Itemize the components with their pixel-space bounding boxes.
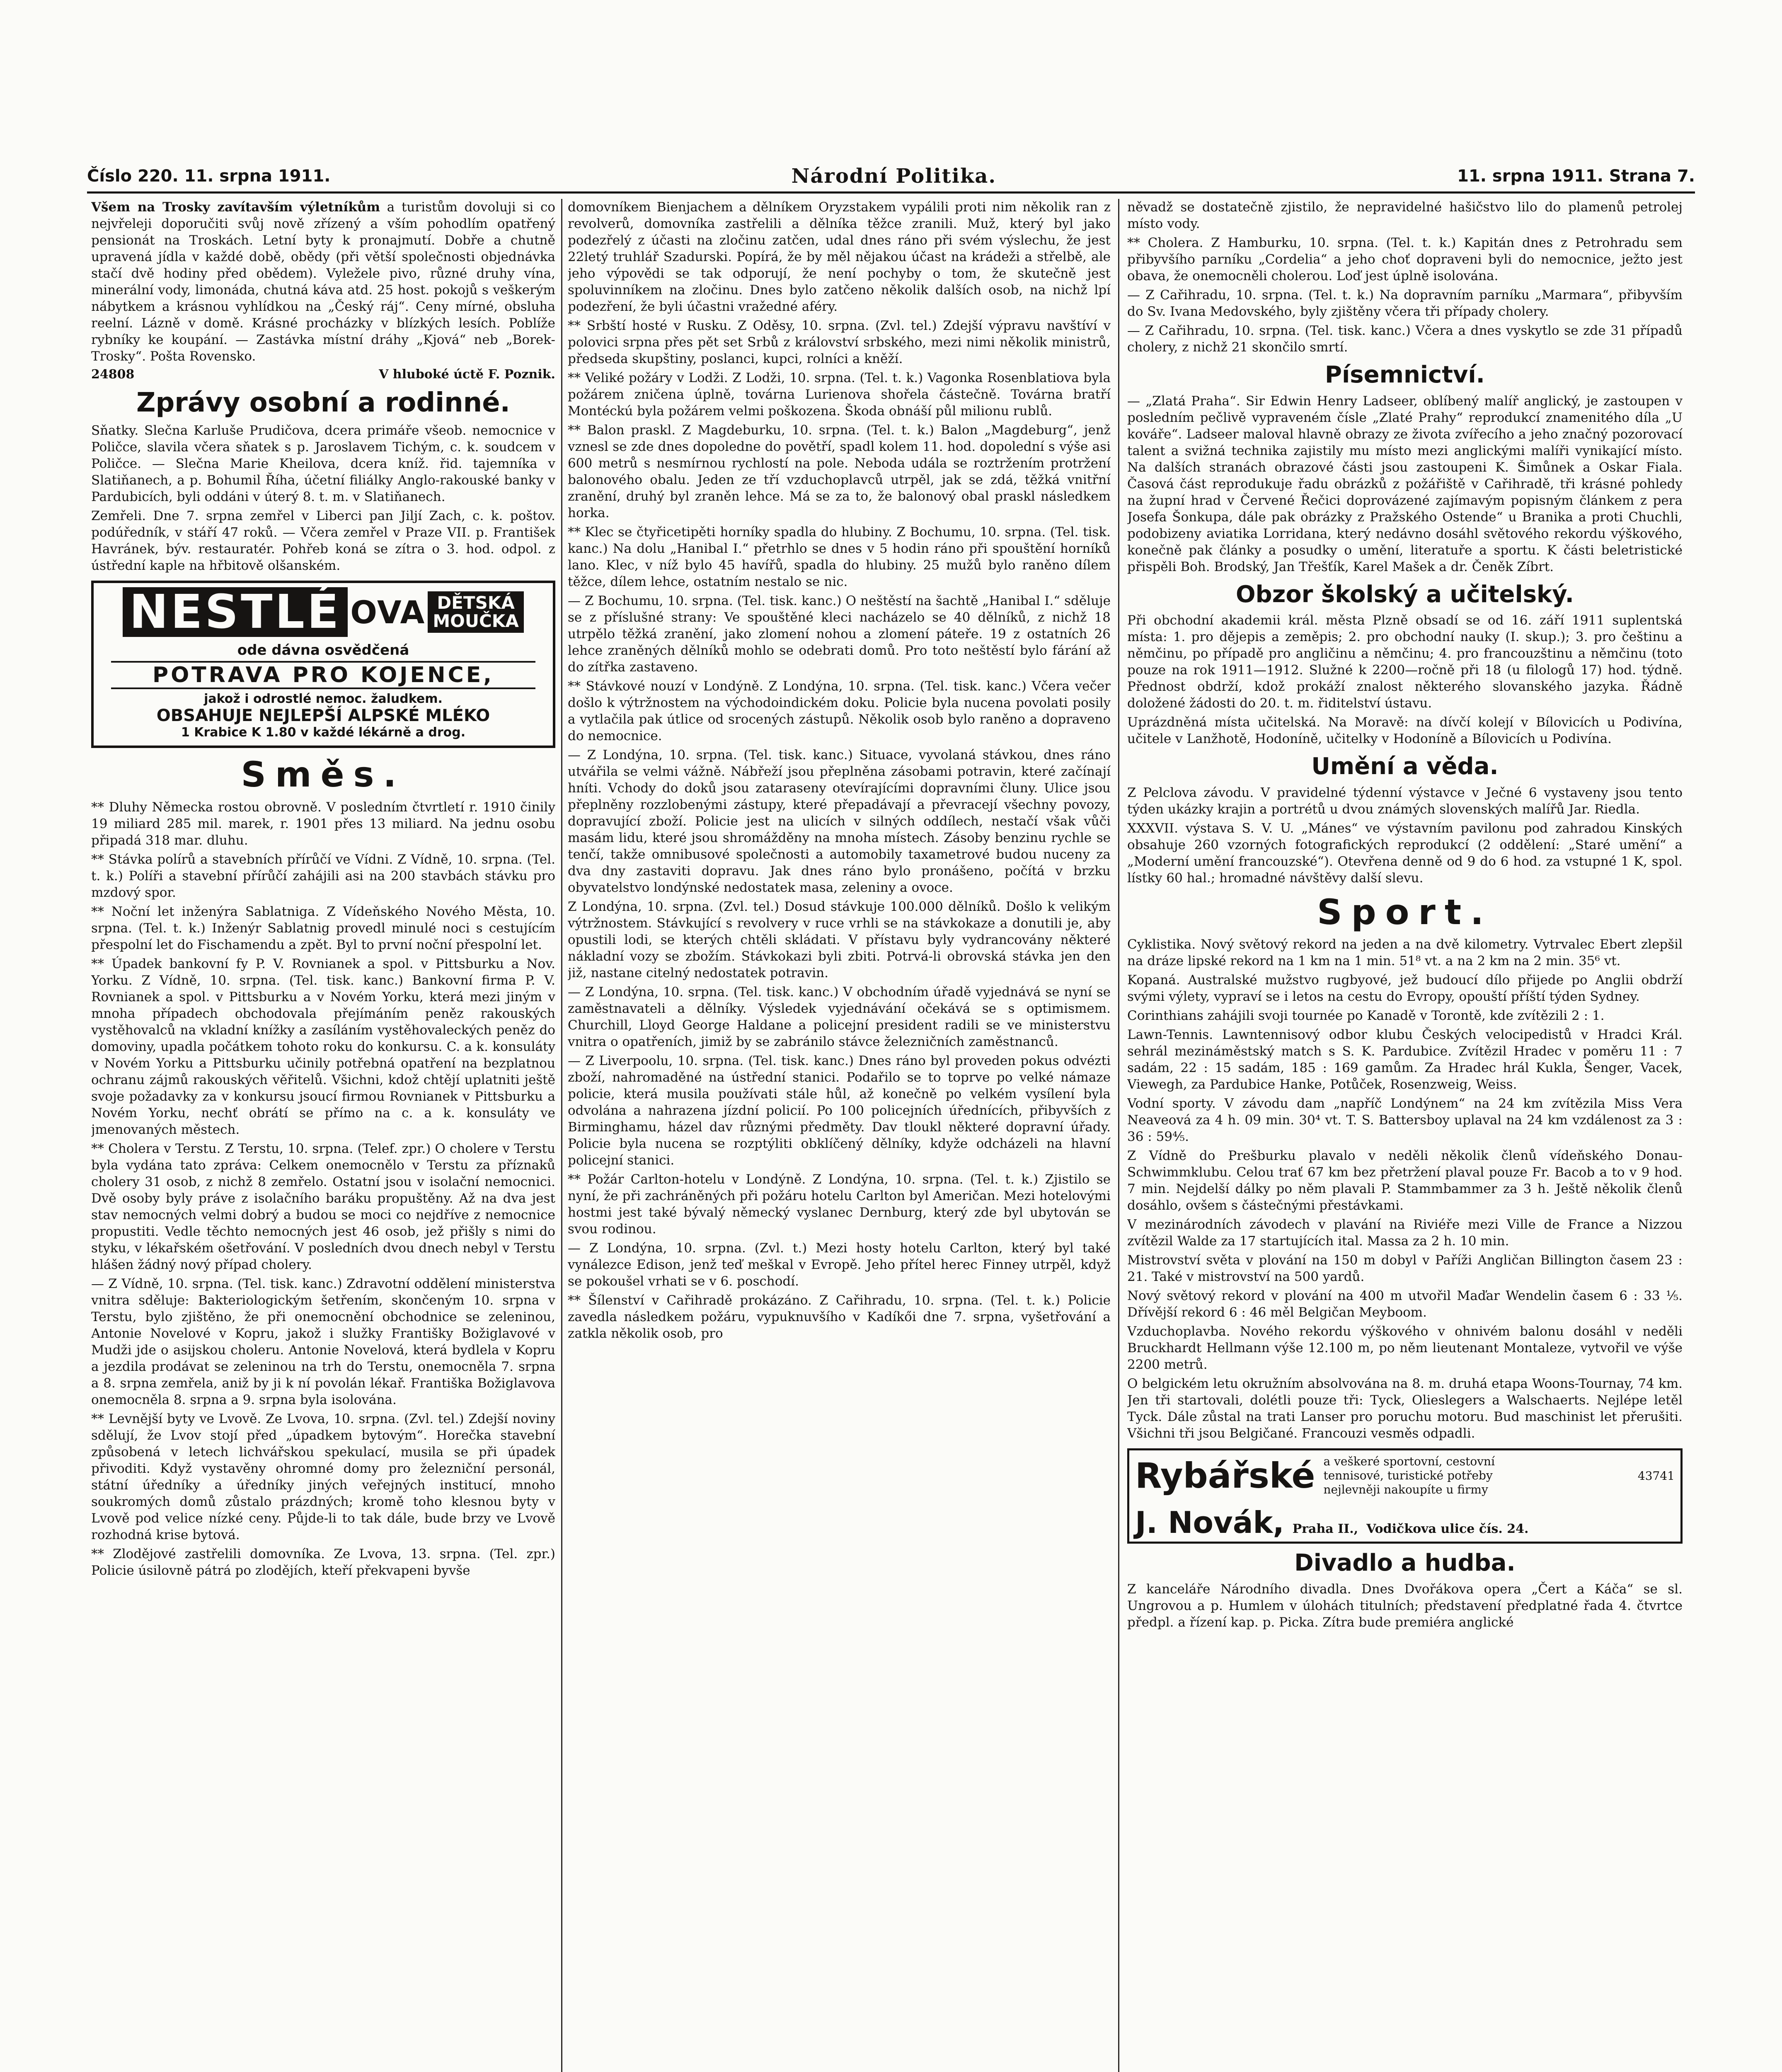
- nestle-ova: OVA: [350, 593, 426, 631]
- article-paragraph: V mezinárodních závodech v plavání na Riviéře mezi Ville de France a Nizzou zvítězil Walde za 17 startujících ital. Massa za 2 h. 10 min.: [1127, 1217, 1683, 1249]
- article-paragraph: Corinthians zahájili svoji tournée po Kanadě v Torontě, kde zvítězili 2 : 1.: [1127, 1008, 1605, 1024]
- article-paragraph: ** Požár Carlton-hotelu v Londýně. Z Londýna, 10. srpna. (Tel. t. k.) Zjistilo se nyní, že při zachráněných při požáru hotelu Carlton byl Američan. Mezi hotelovými hostmi jest také bývalý německý vyslanec Dernburg, který zde byl ubytován se svou rodinou.: [568, 1172, 1111, 1237]
- article-paragraph: ** Šílenství v Cařihradě prokázáno. Z Cařihradu, 10. srpna. (Tel. t. k.) Policie zavedla následkem požáru, vypuknuvšího v Kadíkői dne 7. srpna, vyšetřování a zatkla několik osob, pro: [568, 1293, 1111, 1341]
- article-paragraph: Z Pelclova závodu. V pravidelné týdenní výstavce v Ječné 6 vystaveny jsou tento týden ukázky krajin a portrétů u dvou známých slovenských malířů Jar. Riedla.: [1127, 785, 1683, 817]
- rybarske-line: a veškeré sportovní, cestovní: [1323, 1455, 1495, 1469]
- rybarske-address: Vodičkova ulice čís. 24.: [1366, 1522, 1529, 1537]
- article-paragraph: Vzduchoplavba. Nového rekordu výškového v ohnivém balonu dosáhl v neděli Bruckhardt Hellmann výše 12.100 m, po něm lieutenant Montaleze, vytvořil ve výše 2200 metrů.: [1127, 1324, 1683, 1372]
- paper-name: Národní Politika.: [791, 165, 997, 188]
- nestle-brand: NESTLÉ: [123, 587, 348, 637]
- section-heading-zpravy: Zprávy osobní a rodinné.: [136, 387, 510, 418]
- nestle-product-box: [428, 591, 523, 633]
- article-paragraph: Z Vídně do Prešburku plavalo v neděli několik členů vídeňského Donau-Schwimmklubu. Celou trať 67 km bez přetržení plaval pouze Fr. Bacob a to v 9 hod. 7 min. Nejdelší dálky po něm plavali P. Stammbammer za 3 h. Ještě několik členů dosáhlo, ovšem s částečnými přestávkami.: [1127, 1148, 1683, 1213]
- article-paragraph: — Z Cařihradu, 10. srpna. (Tel. tisk. kanc.) Včera a dnes vyskytlo se zde 31 případů cholery, z nichž 21 skončilo smrtí.: [1127, 323, 1683, 355]
- nestle-line: OBSAHUJE NEJLEPŠÍ ALPSKÉ MLÉKO: [156, 706, 490, 726]
- article-paragraph: Lawn-Tennis. Lawntennisový odbor klubu Českých velocipedistů v Hradci Král. sehrál mezináměstský match s S. K. Pardubice. Zvítězil Hradec v poměru 11 : 7 sadám, 22 : 15 sadám, 185 : 169 gamům. Za Hradec hrál Kukla, Šenger, Vacek, Viewegh, za Pardubice Hanke, Potůček, Rosenzweig, Weiss.: [1127, 1027, 1683, 1092]
- article-paragraph: — Z Liverpoolu, 10. srpna. (Tel. tisk. kanc.) Dnes ráno byl proveden pokus odvézti zboží, nahromaděné na ústřední stanici. Podařilo se to toprve po velké námaze policie, která musila používati stále hůl, až konečně po velkém vysílení byla odvolána a nahrazena jízdní policií. Po 100 policejních úřednících, přibyvších z Birminghamu, házel dav různými předměty. Dav tloukl některé dopravní úřady. Policie byla nucena se rozptýliti obklíčený dělníky, kdyže odcházeli na hlavní policejní stanici.: [568, 1053, 1111, 1168]
- nestle-line: jakož i odrostlé nemoc. žaludkem.: [204, 692, 443, 707]
- rybarske-line: nejlevněji nakoupíte u firmy: [1323, 1483, 1488, 1497]
- rybarske-line: tennisové, turistické potřeby: [1323, 1469, 1493, 1483]
- masthead: [87, 161, 1695, 194]
- trosky-lead: Všem na Trosky zavítavším výletníkům: [91, 200, 380, 215]
- article-paragraph: Mistrovství světa v plování na 150 m dobyl v Paříži Angličan Billington časem 23 : 21. Také v mistrovství na 500 yardů.: [1127, 1253, 1683, 1285]
- column-1: [91, 199, 555, 2072]
- nestle-logo: [99, 587, 548, 637]
- trosky-number: 24808: [91, 367, 135, 382]
- section-heading-smes: Směs.: [241, 754, 406, 795]
- trosky-notice: [91, 199, 555, 365]
- section-heading-pisemnictvi: Písemnictví.: [1325, 361, 1485, 388]
- article-paragraph: Zemřeli. Dne 7. srpna zemřel v Liberci pan Jiljí Zach, c. k. poštov. podúředník, v stáří 47 roků. — Včera zemřel v Praze VII. p. František Havránek, býv. restauratér. Pohřeb koná se zítra o 3. hod. odpol. z ústřední kaple na hřbitově olšanském.: [91, 508, 555, 574]
- column-rule: [1118, 199, 1119, 2072]
- rybarske-city: Praha II.,: [1292, 1522, 1358, 1537]
- section-heading-sport: Sport.: [1317, 891, 1493, 932]
- section-heading-divadlo: Divadlo a hudba.: [1294, 1549, 1516, 1577]
- section-heading-umeni: Umění a věda.: [1311, 753, 1499, 780]
- article-paragraph: ** Stávka polírů a stavebních přírůčí ve Vídni. Z Vídně, 10. srpna. (Tel. t. k.) Políři a stavební přírůčí zahájili asi na 200 stavbách stávku pro mzdový spor.: [91, 852, 555, 900]
- nestle-advertisement: [91, 581, 555, 748]
- article-paragraph: Při obchodní akademii král. města Plzně obsadí se od 16. září 1911 suplentská místa: 1. pro dějepis a zeměpis; 2. pro obchodní nauky (I. skup.); 3. pro češtinu a němčinu, po případě pro angličinu a němčinu; 4. pro francouzštinu a němčinu (toto pouze na rok 1911—1912. Služné k 2200—ročně při 18 (u filologů 17) hod. týdně. Přednost obdrží, kdož prokáží znalost některého slovanského jazyka. Řádně doložené žádosti do 20. t. m. řiditelství ústavu.: [1127, 613, 1683, 711]
- article-paragraph: ** Stávkové nouzí v Londýně. Z Londýna, 10. srpna. (Tel. tisk. kanc.) Včera večer došlo k výtržnostem na východoindickém doku. Policie byla nucena povolati posily a vytlačila pak útlice od srocených zástupů. Několik osob bylo raněno a dopraveno do nemocnice.: [568, 679, 1111, 743]
- rybarske-bottom: [1135, 1505, 1675, 1540]
- article-paragraph: — Z Londýna, 10. srpna. (Tel. tisk. kanc.) Situace, vyvolaná stávkou, dnes ráno utvářila se velmi vážně. Nábřeží jsou přeplněna zásobami potravin, které začínají hníti. Vchody do doků jsou zataraseny otevírajícími dopravními čluny. Ulice jsou přeplněny rozzlobenými zástupy, které přepadávají a převracejí všechny povozy, dopravující zboží. Policie jest na ulicích v silných oddílech, nestačí však vůči masám lidu, které jsou shromážděny na mnoha místech. Zásoby benzinu rychle se tenčí, takže omnibusové společnosti a automobily taxametrové budou nuceny za dva dny zastaviti dopravu. Jak dnes ráno bylo pronášeno, počítá v brzku obyvatelstvo londýnské nedostatek masa, zeleniny a ovoce.: [568, 748, 1111, 895]
- article-paragraph: ** Balon praskl. Z Magdeburku, 10. srpna. (Tel. t. k.) Balon „Magdeburg“, jenž vznesl se zde dnes dopoledne do povětří, spadl kolem 11. hod. dopolední s výše asi 600 metrů s nesmírnou rychlostí na pole. Neboda udála se roztržením protržení balonového obalu. Jeden ze tří vzduchoplavců utrpěl, jak se zdá, těžká vnitřní zranění, druhý byl zraněn lehce. Má se za to, že balonový obal praskl následkem horka.: [568, 423, 1111, 520]
- column-rule: [561, 199, 562, 2072]
- nestle-line: POTRAVA PRO KOJENCE,: [111, 661, 535, 689]
- issue-number: Číslo 220. 11. srpna 1911.: [87, 167, 331, 186]
- article-paragraph: domovníkem Bienjachem a dělníkem Oryzstakem vypálili proti nim několik ran z revolverů, domovníka zastřelili a dělníka těžce zranili. Muž, který byl jako podezřelý z účasti na zločinu zatčen, udal dnes ráno při svém výslechu, že jest 22letý truhlář Szadurski. Popírá, že by měl nějakou účast na krádeži a střelbě, ale jeho výpovědi se tak odporují, že není pochyby o tom, že skutečně jest spoluvinníkem na zločinu. Dnes bylo zatčeno několik dalších osob, na nichž lpí podezření, že byli účastni vražedné aféry.: [568, 200, 1111, 314]
- article-paragraph: — Z Londýna, 10. srpna. (Tel. tisk. kanc.) V obchodním úřadě vyjednává se nyní se zaměstnavateli a dělníky. Výsledek vyjednávání očekává se s optimismem. Churchill, Lloyd George Haldane a policejní president radili se ve ministerstvu vnitra o opatřeních, jimiž by se zabránilo stávce železničních zaměstnanců.: [568, 985, 1111, 1049]
- article-paragraph: ** Zlodějové zastřelili domovníka. Ze Lvova, 13. srpna. (Tel. zpr.) Policie úsilovně pátrá po zlodějích, kteří překvapeni byvše: [91, 1546, 555, 1578]
- article-paragraph: XXXVII. výstava S. V. U. „Mánes“ ve výstavním pavilonu pod zahradou Kinských obsahuje 260 vzorných fotografických reprodukcí (2 oddělení: „Staré umění“ a „Moderní umění francouzské“). Otevřena denně od 9 do 6 hod. za vstupné 1 K, spol. lístky 60 hal.; hromadné návštěvy další slevu.: [1127, 821, 1683, 886]
- article-paragraph: ** Dluhy Německa rostou obrovně. V posledním čtvrtletí r. 1910 činily 19 miliard 285 mil. marek, r. 1901 přes 13 miliard. Na jednu osobu připadá 318 mar. dluhu.: [91, 799, 555, 848]
- article-paragraph: — Z Bochumu, 10. srpna. (Tel. tisk. kanc.) O neštěstí na šachtě „Hanibal I.“ sděluje se z příslušné strany: Ve spouštěné kleci nacházelo se 40 dělníků, z nichž 18 utrpělo těžká zranění, jako zlomení nohou a zlomení páteře. 19 z ostatních 26 lehce zraněných dělníků mohlo se odebrati domů. Pro toto neštěstí bylo fárání až do zítřka zastaveno.: [568, 593, 1111, 675]
- article-paragraph: ** Klec se čtyřicetipěti horníky spadla do hlubiny. Z Bochumu, 10. srpna. (Tel. tisk. kanc.) Na dolu „Hanibal I.“ přetrhlo se dnes v 5 hodin ráno při spouštění horníků lano. Klec, v níž bylo 45 havířů, spadla do hlubiny. 25 mužů bylo raněno dílem těžce, dílem lehce, ostatním nestalo se nic.: [568, 525, 1111, 589]
- trosky-sign: V hluboké úctě F. Poznik.: [379, 367, 555, 382]
- article-paragraph: Z kanceláře Národního divadla. Dnes Dvořákova opera „Čert a Káča“ se sl. Ungrovou a p. Humlem v úlohách titulních; představení předplatné řada 4. čtvrtce předpl. a řízení kap. p. Picka. Zítra bude premiéra anglické: [1127, 1581, 1683, 1630]
- article-paragraph: ** Srbští hosté v Rusku. Z Oděsy, 10. srpna. (Zvl. tel.) Zdejší výpravu navštíví v polovici srpna přes pět set Srbů z království srbského, mezi nimi několik ministrů, předseda skupštiny, poslanci, kupci, rolníci a kněží.: [568, 318, 1111, 366]
- article-paragraph: ** Úpadek bankovní fy P. V. Rovnianek a spol. v Pittsburku a Nov. Yorku. Z Vídně, 10. srpna. (Tel. tisk. kanc.) Bankovní firma P. V. Rovnianek a spol. v Pittsburku a v Novém Yorku, která mezi jiným v mnoha případech obchodovala přejímáním peněz rakouských vystěhovalců na vkladní knížky a zasíláním vystěhovaleckých peněz do domoviny, upadla počátkem tohoto roku do konkursu. C. a k. konsuláty v Novém Yorku a Pittsburku učinily potřebná opatření na bezplatnou ochranu zájmů rakouských věřitelů. Všichni, kdož chtějí uplatniti ještě svoje požadavky za v konkursu jsoucí firmou Rovnianek v Pittsburku a Novém Yorku, nechť obrátí se přímo na c. a k. konsuláty ve jmenovaných městech.: [91, 956, 555, 1137]
- article-paragraph: něvadž se dostatečně zjistilo, že nepravidelné hašičstvo lilo do plamenů petrolej místo vody.: [1127, 200, 1683, 231]
- rybarske-advertisement: [1127, 1448, 1683, 1544]
- column-2: [568, 199, 1111, 2072]
- column-3: [1127, 199, 1683, 2072]
- article-paragraph: ** Cholera v Terstu. Z Terstu, 10. srpna. (Telef. zpr.) O cholere v Terstu byla vydána tato zpráva: Celkem onemocnělo v Terstu za příznaků cholery 31 osob, z nichž 8 zemřelo. Ostatní jsou v isolační nemocnici. Dvě osoby byly práve z isolačního baráku propuštěny. Až na dva jest stav nemocných velmi dobrý a budou se moci co nejdříve z nemocnice propustiti. Vedle těchto nemocných jest 46 osob, jež přišly s nimi do styku, v lékařském ošetřování. V posledních dvou dnech nebyl v Terstu hlášen žádný nový případ cholery.: [91, 1141, 555, 1272]
- nestle-box-line: DĚTSKÁ: [437, 593, 515, 613]
- article-paragraph: ** Noční let inženýra Sablatniga. Z Vídeňského Nového Města, 10. srpna. (Tel. t. k.) Inženýr Sablatnig provedl minulé noci s cestujícím přespolní let do Fischamendu a zpět. Byl to první noční přespolní let.: [91, 904, 555, 952]
- nestle-line: ode dávna osvědčená: [237, 642, 409, 659]
- rybarske-top: [1135, 1455, 1675, 1497]
- article-paragraph: Z Londýna, 10. srpna. (Zvl. tel.) Dosud stávkuje 100.000 dělníků. Došlo k velikým výtržnostem. Stávkující s revolvery v ruce vrhli se na stávkokaze a donutili je, aby opustili lodi, se kterých chtěli skládati. V přístavu byly vydrancovány některé nákladní vozy se zbožím. Stávkokazi byli zbiti. Potrvá-li obrovská stávka jen den již, nastane citelný nedostatek potravin.: [568, 899, 1111, 980]
- article-paragraph: ** Levnější byty ve Lvově. Ze Lvova, 10. srpna. (Zvl. tel.) Zdejší noviny sdělují, že Lvov stojí před „úpadkem bytovým“. Horečka stavební způsobená v letech lichvářskou spekulací, musila se při úpadek přivoditi. Když vystavěny ohromné domy pro železniční personál, státní úředníky a úředníky jiných veřejných institucí, mnoho soukromých domů zůstalo prázdných; kromě toho klesnou byty v Lvově pod velice nízké ceny. Půjde-li to tak dále, bude brzy ve Lvově rozhodná krise bytová.: [91, 1411, 555, 1542]
- article-paragraph: Uprázdněná místa učitelská. Na Moravě: na dívčí kolejí v Bílovicích u Podivína, učitele v Lanžhotě, Hodoníně, učitelky v Hodoníně a Bílovicích u Podivína.: [1127, 715, 1683, 747]
- section-heading-obzor: Obzor školský a učitelský.: [1236, 581, 1574, 608]
- article-paragraph: O belgickém letu okružním absolvována na 8. m. druhá etapa Woons-Tournay, 74 km. Jen tři startovali, dolétli pouze tři: Tyck, Olieslegers a Walschaerts. Nejlépe letěl Tyck. Dále zůstal na trati Lanser pro poruchu motoru. Bud maschinist let přerušiti. Všichni tři jsou Belgičané. Francouzi vesměs odpadli.: [1127, 1376, 1683, 1441]
- article-paragraph: — Z Londýna, 10. srpna. (Zvl. t.) Mezi hosty hotelu Carlton, který byl také vynálezce Edison, jenž teď meškal v Evropě. Jeho přítel herec Finney utrpěl, když se pokoušel vrhati se v 6. poschodí.: [568, 1241, 1111, 1289]
- article-paragraph: Kopaná. Australské mužstvo rugbyové, jež budoucí dílo přijede po Anglii obdrží svými výlety, vypraví se i letos na cestu do Evropy, opouští příští týden Sydney.: [1127, 973, 1683, 1005]
- trosky-signature: [91, 367, 555, 382]
- rybarske-details: [1323, 1455, 1629, 1497]
- article-paragraph: Sňatky. Slečna Karluše Prudičova, dcera primáře všeob. nemocnice v Poličce, slavila včera sňatek s p. Jaroslavem Tichým, c. k. soudcem v Poličce. — Slečna Marie Kheilova, dcera kníž. řid. tajemníka v Slatiňanech, a p. Bohumil Říha, účetní filiálky Anglo-rakouské banky v Pardubicích, byli oddáni v úterý 8. t. m. v Slatiňanech.: [91, 423, 555, 505]
- article-paragraph: Vodní sporty. V závodu dam „napříč Londýnem“ na 24 km zvítězila Miss Vera Neaveová za 4 h. 09 min. 30⁴ vt. T. S. Battersboy uplaval na 24 km vzdálenost za 3 : 36 : 59⁴⁄₅.: [1127, 1096, 1683, 1145]
- article-paragraph: — „Zlatá Praha“. Sir Edwin Henry Ladseer, oblíbený malíř anglický, je zastoupen v posledním pečlivě vypraveném čísle „Zlaté Prahy“ reprodukcí znamenitého díla „U kováře“. Ladseer maloval hlavně obrazy ze života zvířecího a jeho značný pozorovací talent a svižná technika zajistily mu místo mezi anglickými malíři vynikající místo. Na dalších stranách obrazové části jsou zastoupeni K. Šimůnek a Oskar Fiala. Časová část reprodukuje řadu obrázků z požářiště v Cařihradě, tři krásné pohledy na župní hrad v Červené Řečici doprovázené zajímavým popisným článkem z pera Josefa Šonkupa, dále pak obrázky z Pražského Ostende“ u Branika a proti Chuchli, podobizeny aviatika Lorridana, který nedávno dosáhl světového rekordu výškového, konečně pak články a posudky o umění, literatuře a sportu. K části beletristické přispěli Boh. Brodský, Jan Třešťík, Karel Mašek a dr. Čeněk Zíbrt.: [1127, 393, 1683, 574]
- date-page: 11. srpna 1911. Strana 7.: [1457, 167, 1695, 186]
- trosky-body: a turistům dovoluji si co nejvřeleji doporučiti svůj nově zřízený a vším pohodlím opatřený pensionát na Troskách. Letní byty k pronajmutí. Dobře a chutně upravená jídla v každé době, obědy (při větší společnosti objednávka stačí dvě hodiny před obědem). Vyležele pivo, různé druhy vína, minerální vody, limonáda, chutná káva atd. 25 host. pokojů s veškerým nábytkem a krásnou vyhlídkou na „Český ráj“. Ceny mírné, obsluha reelní. Lázně v domě. Krásné procházky v blízkých lesích. Poblíže rybníky ke koupání. — Zastávka místní dráhy „Kjová“ neb „Borek-Trosky“. Pošta Rovensko.: [91, 200, 555, 364]
- article-paragraph: ** Cholera. Z Hamburku, 10. srpna. (Tel. t. k.) Kapitán dnes z Petrohradu sem přibyvšího parníku „Cordelia“ a jeho choť dopraveni byli do nemocnice, ježto jest obava, že onemocněli cholerou. Loď jest úplně isolována.: [1127, 235, 1683, 283]
- rybarske-number: 43741: [1637, 1469, 1675, 1483]
- nestle-box-line: MOUČKA: [433, 611, 519, 632]
- article-paragraph: — Z Cařihradu, 10. srpna. (Tel. t. k.) Na dopravním parníku „Marmara“, přibyvším do Sv. Ivana Medovského, byly zjištěny včera tři případy cholery.: [1127, 288, 1683, 319]
- nestle-line: 1 Krabice K 1.80 v každé lékárně a drog.: [181, 725, 466, 740]
- rybarske-owner: J. Novák,: [1135, 1505, 1284, 1540]
- article-paragraph: Cyklistika. Nový světový rekord na jeden a na dvě kilometry. Vytrvalec Ebert zlepšil na dráze lipské rekord na 1 km na 1 min. 51⁸ vt. a na 2 km na 2 min. 35⁶ vt.: [1127, 937, 1683, 969]
- rybarske-name: Rybářské: [1135, 1455, 1315, 1496]
- article-paragraph: — Z Vídně, 10. srpna. (Tel. tisk. kanc.) Zdravotní oddělení ministerstva vnitra sděluje: Bakteriologickým šetřením, skončeným 10. srpna v Terstu, bylo zjištěno, že při onemocnění obchodnice se zeleninou, Antonie Novelové v Kopru, jakož i služky Františky Božiglavové v Mudži jde o asijskou choleru. Antonie Novelová, která bydlela v Kopru a jezdila prodávat se zeleninou na trh do Terstu, onemocněla 7. srpna a 8. srpna zemřela, aniž by ji k ní povolán lékař. Františka Božiglavova onemocněla 8. srpna a 9. srpna byla isolována.: [91, 1276, 555, 1407]
- article-paragraph: Nový světový rekord v plování na 400 m utvořil Maďar Wendelin časem 6 : 33 ⅕. Dřívější rekord 6 : 46 měl Belgičan Meyboom.: [1127, 1288, 1683, 1320]
- article-paragraph: ** Veliké požáry v Lodži. Z Lodži, 10. srpna. (Tel. t. k.) Vagonka Rosenblatiova byla požárem zničena úplně, továrna Lurienova shořela částečně. Továrna bratří Montéckú byla požárem velmi poškozena. Škoda obnáší půl milionu rublů.: [568, 370, 1111, 419]
